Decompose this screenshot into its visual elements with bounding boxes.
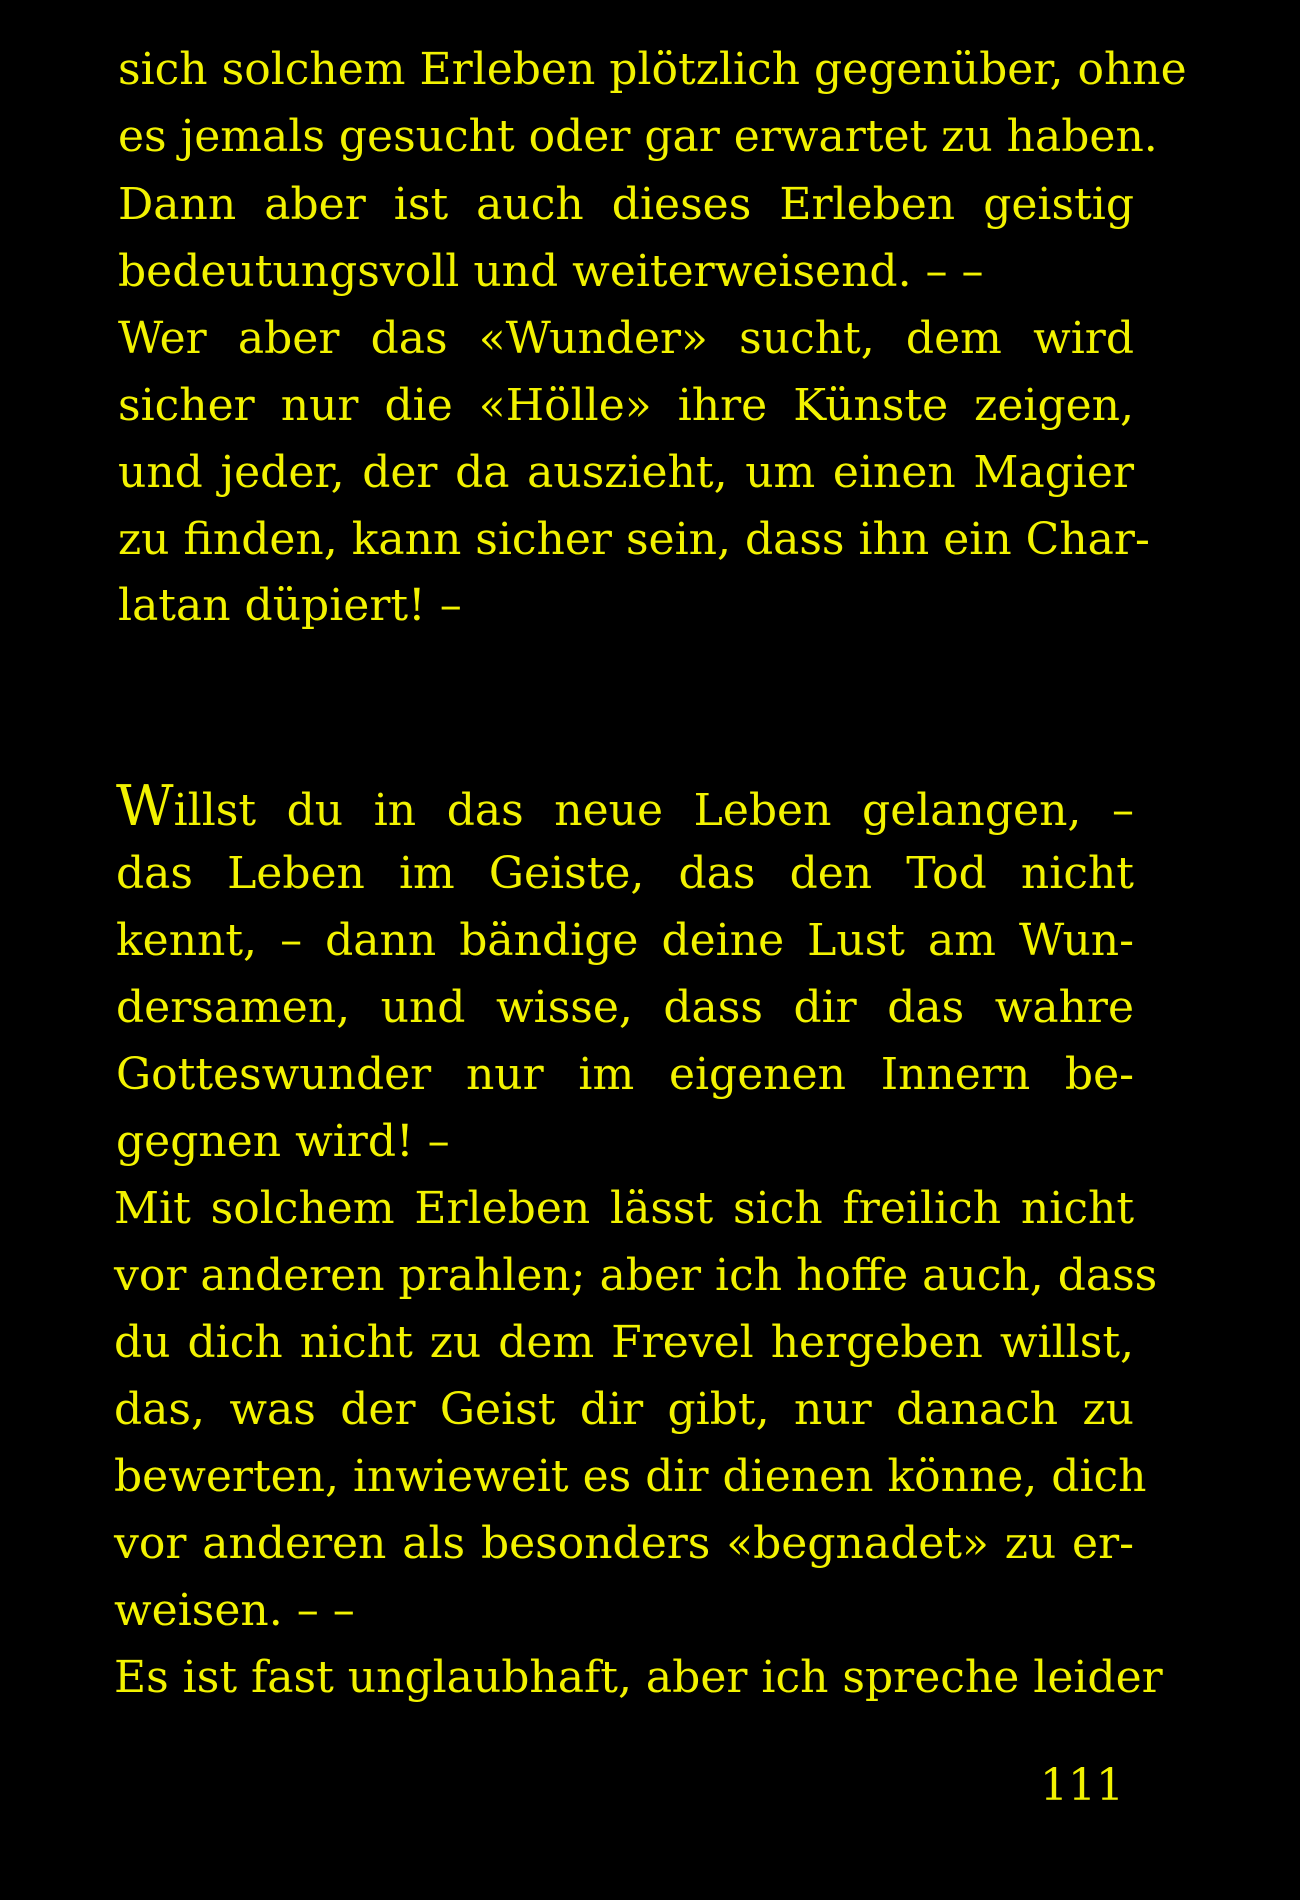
- text-line: zu finden, kann sicher sein, dass ihn ein Char-: [118, 514, 1150, 565]
- text-line: sich solchem Erleben plötzlich gegenüber, ohne: [118, 44, 1187, 95]
- text-line: bedeutungsvoll und weiterweisend. – –: [118, 246, 984, 297]
- text-line: Es ist fast unglaubhaft, aber ich spreche leider: [114, 1652, 1163, 1703]
- text-line: Dann aber ist auch dieses Erleben geistig: [118, 179, 1134, 230]
- text-line: und jeder, der da auszieht, um einen Magier: [118, 447, 1134, 498]
- text-line: [116, 774, 1134, 839]
- text-line: du dich nicht zu dem Frevel hergeben willst,: [114, 1317, 1134, 1368]
- text-line: gegnen wird! –: [116, 1116, 450, 1167]
- text-line: bewerten, inwieweit es dir dienen könne, dich: [114, 1451, 1147, 1502]
- first-line-text: illst du in das neue Leben gelangen, –: [173, 785, 1134, 836]
- drop-initial: W: [116, 774, 174, 839]
- text-line: dersamen, und wisse, dass dir das wahre: [116, 982, 1134, 1033]
- text-line: vor anderen prahlen; aber ich hoffe auch, dass: [114, 1250, 1158, 1301]
- text-line: Mit solchem Erleben lässt sich freilich nicht: [114, 1183, 1134, 1234]
- text-line: das, was der Geist dir gibt, nur danach zu: [114, 1384, 1134, 1435]
- text-line: weisen. – –: [114, 1585, 355, 1636]
- page-number: 111: [1040, 1760, 1124, 1811]
- text-line: kennt, – dann bändige deine Lust am Wun-: [116, 915, 1134, 966]
- text-line: es jemals gesucht oder gar erwartet zu haben.: [118, 111, 1158, 162]
- text-line: Wer aber das «Wunder» sucht, dem wird: [118, 313, 1134, 364]
- text-line: das Leben im Geiste, das den Tod nicht: [116, 848, 1134, 899]
- text-line: vor anderen als besonders «begnadet» zu er-: [114, 1518, 1134, 1569]
- text-line: latan düpiert! –: [118, 580, 462, 631]
- text-line: Gotteswunder nur im eigenen Innern be-: [116, 1049, 1134, 1100]
- text-line: sicher nur die «Hölle» ihre Künste zeigen,: [118, 380, 1134, 431]
